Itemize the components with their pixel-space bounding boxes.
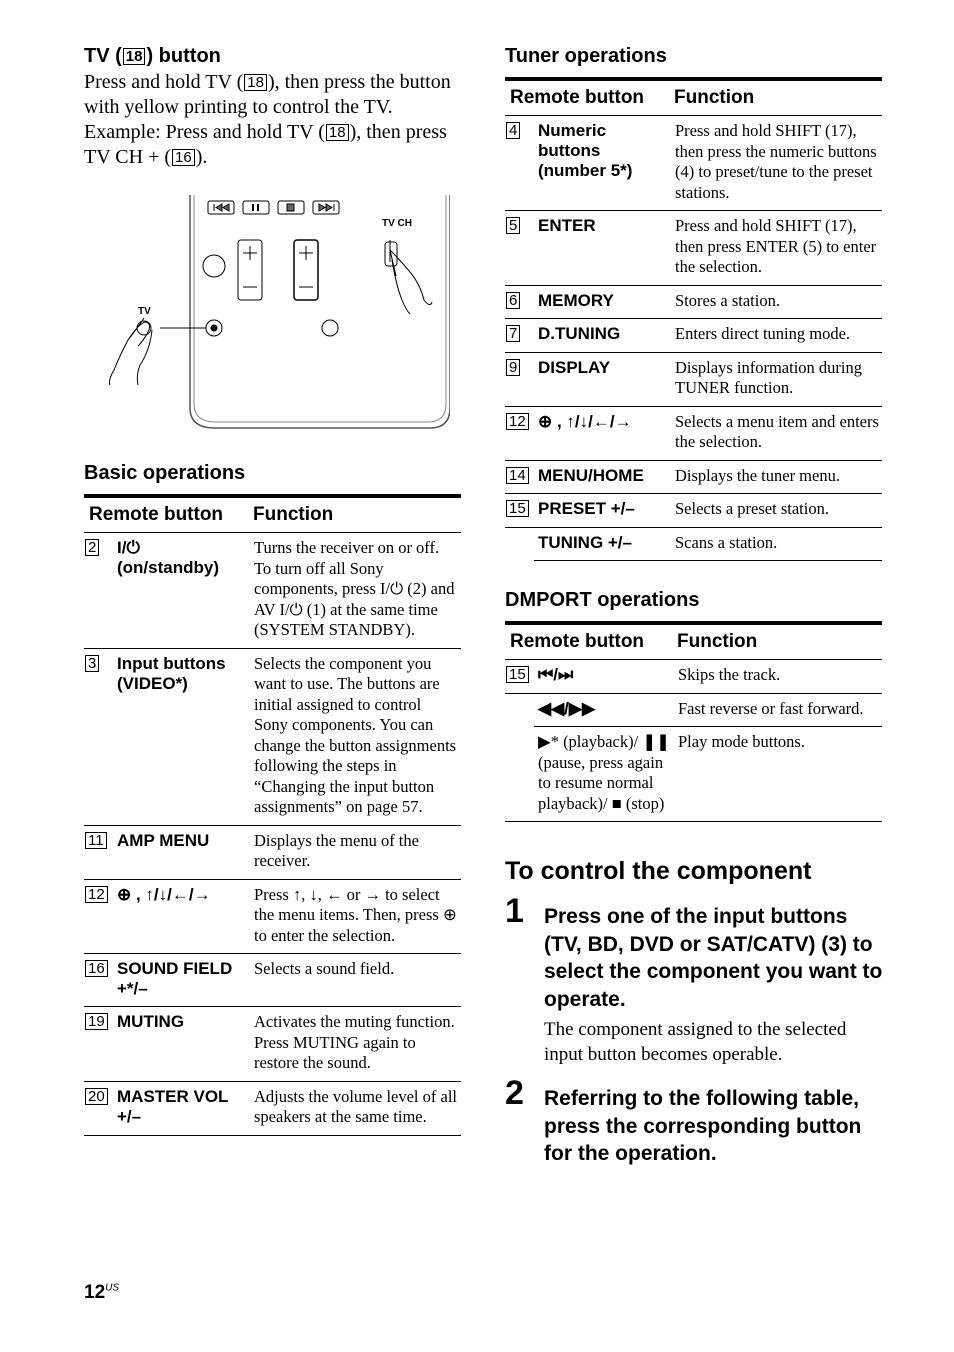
function-cell: Press and hold SHIFT (17), then press the numeric buttons (4) to preset/tune to the preset stations. xyxy=(669,116,882,211)
dmport-operations-table xyxy=(505,621,882,822)
ref-box: 15 xyxy=(506,500,529,517)
ref-box: 6 xyxy=(506,292,520,309)
table-row xyxy=(505,352,882,406)
remote-button-cell: Input buttons (VIDEO*) xyxy=(113,648,248,825)
remote-button-cell: Numeric buttons (number 5*) xyxy=(534,116,669,211)
remote-button-cell: MEMORY xyxy=(534,285,669,319)
step-1-body: The component assigned to the selected input button becomes operable. xyxy=(544,1019,847,1065)
ref-box: 12 xyxy=(85,886,108,903)
step-1-number: 1 xyxy=(505,892,524,930)
table-row xyxy=(84,879,461,954)
col-remote-button: Remote button xyxy=(505,623,672,660)
ref-box: 14 xyxy=(506,467,529,484)
col-function: Function xyxy=(669,79,882,116)
function-cell: Displays the tuner menu. xyxy=(669,460,882,494)
ref-box: 7 xyxy=(506,325,520,342)
table-row xyxy=(84,533,461,649)
function-cell: Selects a sound field. xyxy=(248,954,461,1007)
remote-button-cell: I/⏻ (on/standby) xyxy=(113,533,248,649)
function-cell: Selects a menu item and enters the selection. xyxy=(669,406,882,460)
pause-icon xyxy=(243,201,269,214)
page-number xyxy=(84,1282,119,1304)
basic-operations-table xyxy=(84,494,461,1136)
table-row xyxy=(505,660,882,694)
ref-box: 15 xyxy=(506,666,529,683)
function-cell: Press ↑, ↓, ← or → to select the menu items. Then, press ⊕ to enter the selection. xyxy=(248,879,461,954)
ref-box: 18 xyxy=(123,48,146,65)
function-cell: Selects the component you want to use. The buttons are initial assigned to control Sony components. You can change the button assignments following the steps in “Changing the input button assignments” on page 57. xyxy=(248,648,461,825)
ref-box: 12 xyxy=(506,413,529,430)
remote-button-cell: AMP MENU xyxy=(113,825,248,879)
ref-box: 20 xyxy=(85,1088,108,1105)
function-cell: Turns the receiver on or off. To turn off all Sony components, press I/⏻ (2) and AV I/⏻ (1) at the same time (SYSTEM STANDBY). xyxy=(248,533,461,649)
remote-button-cell: PRESET +/– xyxy=(534,494,669,528)
remote-button-cell: MENU/HOME xyxy=(534,460,669,494)
ref-box: 9 xyxy=(506,359,520,376)
function-cell: Displays the menu of the receiver. xyxy=(248,825,461,879)
remote-button-cell: ⊕ , ↑/↓/←/→ xyxy=(534,406,669,460)
col-function: Function xyxy=(672,623,882,660)
tv-button-description xyxy=(84,70,464,170)
function-cell: Fast reverse or fast forward. xyxy=(672,693,882,727)
tvch-label: TV CH xyxy=(382,218,412,229)
step-1-title: Press one of the input buttons (TV, BD, DVD or SAT/CATV) (3) to select the component you want to operate. xyxy=(544,905,883,1011)
tv-button-heading xyxy=(84,45,221,68)
remote-button-cell: MUTING xyxy=(113,1007,248,1082)
table-row xyxy=(505,285,882,319)
function-cell: Activates the muting function. Press MUTING again to restore the sound. xyxy=(248,1007,461,1082)
heading-text: ) button xyxy=(146,45,221,67)
table-row xyxy=(84,1081,461,1135)
table-row xyxy=(84,648,461,825)
ref-box: 2 xyxy=(85,539,99,556)
col-function: Function xyxy=(248,496,461,533)
remote-button-cell: ⏮/⏭ xyxy=(534,660,672,694)
remote-illustration xyxy=(100,190,450,435)
table-row xyxy=(505,494,882,528)
step-2-number: 2 xyxy=(505,1074,524,1112)
table-row xyxy=(505,211,882,286)
text: Example: Press and hold TV ( xyxy=(84,121,325,143)
function-cell: Selects a preset station. xyxy=(669,494,882,528)
table-row xyxy=(505,319,882,353)
tuner-operations-table xyxy=(505,77,882,561)
text: Press and hold TV ( xyxy=(84,71,244,93)
tv-label: TV xyxy=(138,306,151,317)
function-cell: Press and hold SHIFT (17), then press ENTER (5) to enter the selection. xyxy=(669,211,882,286)
ref-box: 11 xyxy=(85,832,107,849)
remote-button-cell: ENTER xyxy=(534,211,669,286)
function-cell: Play mode buttons. xyxy=(672,727,882,822)
step-2-title: Referring to the following table, press the corresponding button for the operation. xyxy=(544,1087,862,1165)
col-remote-button: Remote button xyxy=(84,496,248,533)
basic-operations-title: Basic operations xyxy=(84,462,246,484)
tuner-operations-title: Tuner operations xyxy=(505,45,667,67)
table-row xyxy=(505,527,882,561)
table-row xyxy=(505,727,882,822)
ref-box: 16 xyxy=(172,149,195,166)
remote-button-cell: ▶* (playback)/ ❚❚ (pause, press again to resume normal playback)/ ■ (stop) xyxy=(534,727,672,822)
table-row xyxy=(84,954,461,1007)
function-cell: Scans a station. xyxy=(669,527,882,561)
table-row xyxy=(505,693,882,727)
function-cell: Enters direct tuning mode. xyxy=(669,319,882,353)
table-row xyxy=(505,460,882,494)
dmport-operations-title: DMPORT operations xyxy=(505,589,700,611)
table-row xyxy=(505,116,882,211)
table-row xyxy=(84,1007,461,1082)
col-remote-button: Remote button xyxy=(505,79,669,116)
table-row xyxy=(505,406,882,460)
function-cell: Stores a station. xyxy=(669,285,882,319)
page-suffix: US xyxy=(105,1282,120,1294)
function-cell: Displays information during TUNER function. xyxy=(669,352,882,406)
ref-box: 18 xyxy=(326,124,349,141)
ref-box: 18 xyxy=(244,74,267,91)
text: ), then press the button with yellow printing to control the TV. xyxy=(84,71,451,118)
remote-button-cell: SOUND FIELD +*/– xyxy=(113,954,248,1007)
control-section-title: To control the component xyxy=(505,857,812,885)
remote-button-cell: TUNING +/– xyxy=(534,527,669,561)
function-cell: Adjusts the volume level of all speakers at the same time. xyxy=(248,1081,461,1135)
text: ). xyxy=(195,146,208,168)
remote-button-cell: DISPLAY xyxy=(534,352,669,406)
table-row xyxy=(84,825,461,879)
text: ), then press TV CH + ( xyxy=(84,121,447,168)
page-number-value: 12 xyxy=(84,1282,106,1303)
ref-box: 19 xyxy=(85,1013,108,1030)
remote-button-cell: D.TUNING xyxy=(534,319,669,353)
heading-text: TV ( xyxy=(84,45,122,67)
ref-box: 4 xyxy=(506,122,520,139)
remote-button-cell: ⊕ , ↑/↓/←/→ xyxy=(113,879,248,954)
ref-box: 3 xyxy=(85,655,99,672)
ref-box: 5 xyxy=(506,217,520,234)
function-cell: Skips the track. xyxy=(672,660,882,694)
remote-button-cell: ◀◀/▶▶ xyxy=(534,693,672,727)
ref-box: 16 xyxy=(85,960,108,977)
remote-button-cell: MASTER VOL +/– xyxy=(113,1081,248,1135)
